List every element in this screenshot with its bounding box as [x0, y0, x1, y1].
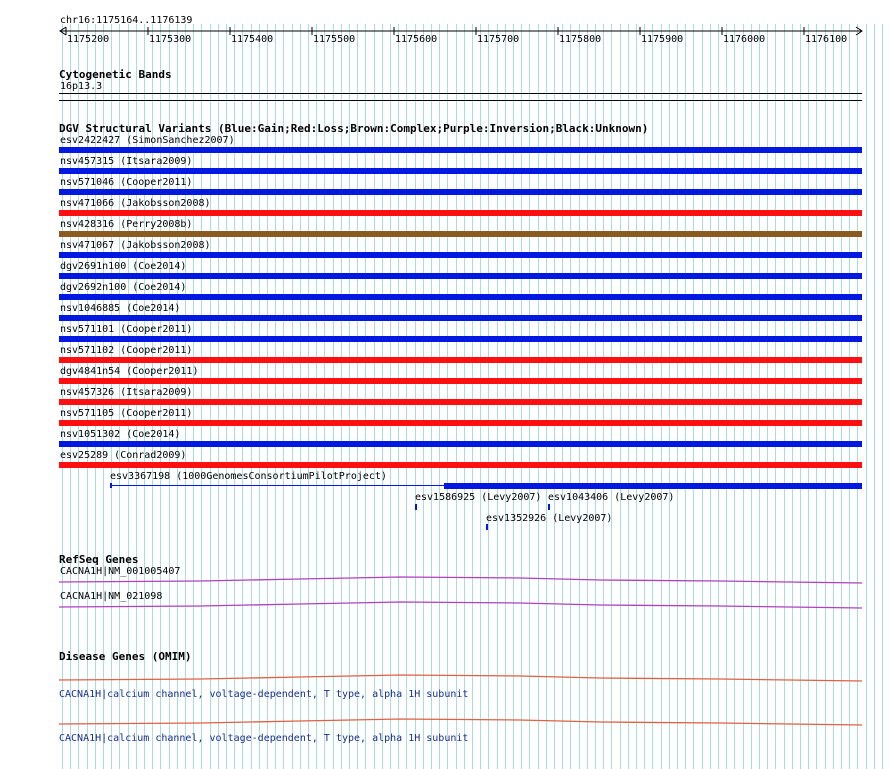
cytoband-title: Cytogenetic Bands [59, 68, 172, 81]
variant-label[interactable]: nsv571046 (Cooper2011) [60, 177, 193, 188]
ruler-tick-label: 1175800 [559, 34, 602, 45]
ruler-tick-label: 1175200 [67, 34, 110, 45]
ruler-tick-label: 1175500 [313, 34, 356, 45]
variant-label[interactable]: esv25289 (Conrad2009) [60, 450, 187, 461]
variant-label[interactable]: dgv4841n54 (Cooper2011) [60, 366, 199, 377]
ruler-tick-label: 1175900 [641, 34, 684, 45]
variant-label[interactable]: nsv571105 (Cooper2011) [60, 408, 193, 419]
cytoband-label: 16p13.3 [60, 81, 103, 92]
small-variant-label[interactable]: esv3367198 (1000GenomesConsortiumPilotProject) [110, 471, 387, 482]
small-variant-label[interactable]: esv1043406 (Levy2007) [548, 492, 675, 503]
omim-gene-label[interactable]: CACNA1H|calcium channel, voltage-dependent, T type, alpha 1H subunit [59, 733, 469, 744]
variant-label[interactable]: nsv471067 (Jakobsson2008) [60, 240, 211, 251]
variant-label[interactable]: nsv457315 (Itsara2009) [60, 156, 193, 167]
variant-label[interactable]: nsv1051302 (Coe2014) [60, 429, 181, 440]
small-variant-label[interactable]: esv1352926 (Levy2007) [486, 513, 613, 524]
small-variant-label[interactable]: esv1586925 (Levy2007) [415, 492, 542, 503]
variant-label[interactable]: nsv1046885 (Coe2014) [60, 303, 181, 314]
refseq-title: RefSeq Genes [59, 553, 139, 566]
variant-label[interactable]: esv2422427 (SimonSanchez2007) [60, 135, 235, 146]
omim-title: Disease Genes (OMIM) [59, 650, 192, 663]
ruler-tick-label: 1176000 [723, 34, 766, 45]
ruler-tick-label: 1175700 [477, 34, 520, 45]
ruler-tick-label: 1175400 [231, 34, 274, 45]
variant-label[interactable]: nsv428316 (Perry2008b) [60, 219, 193, 230]
variant-label[interactable]: nsv571102 (Cooper2011) [60, 345, 193, 356]
variant-label[interactable]: dgv2692n100 (Coe2014) [60, 282, 187, 293]
dgv-title: DGV Structural Variants (Blue:Gain;Red:Loss;Brown:Complex;Purple:Inversion;Black:Unknown) [59, 122, 649, 135]
omim-gene-label[interactable]: CACNA1H|calcium channel, voltage-dependent, T type, alpha 1H subunit [59, 689, 469, 700]
variant-label[interactable]: dgv2691n100 (Coe2014) [60, 261, 187, 272]
variant-label[interactable]: nsv471066 (Jakobsson2008) [60, 198, 211, 209]
variant-label[interactable]: nsv457326 (Itsara2009) [60, 387, 193, 398]
ruler-tick-label: 1175300 [149, 34, 192, 45]
refseq-gene-label[interactable]: CACNA1H|NM_001005407 [60, 566, 181, 577]
ruler-tick-label: 1175600 [395, 34, 438, 45]
locus-label: chr16:1175164..1176139 [60, 15, 193, 26]
variant-label[interactable]: nsv571101 (Cooper2011) [60, 324, 193, 335]
ruler-tick-label: 1176100 [805, 34, 848, 45]
refseq-gene-label[interactable]: CACNA1H|NM_021098 [60, 591, 163, 602]
